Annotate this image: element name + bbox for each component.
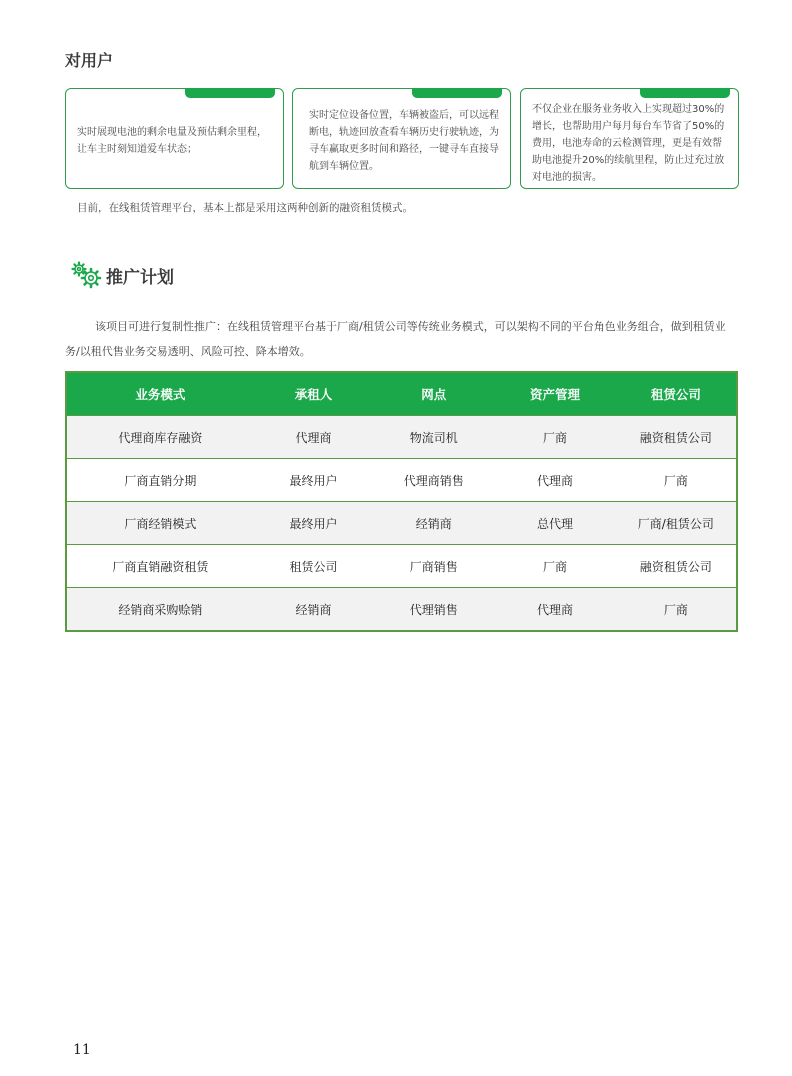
table-cell: 厂商 bbox=[616, 588, 737, 632]
business-model-table bbox=[65, 371, 738, 632]
table-cell: 总代理 bbox=[494, 502, 615, 545]
promo-intro: 该项目可进行复制性推广：在线租赁管理平台基于厂商/租赁公司等传统业务模式，可以架构不同的平台角色业务组合，做到租赁业务/以租代售业务交易透明、风险可控、降本增效。 bbox=[65, 320, 726, 358]
promo-heading bbox=[70, 260, 174, 290]
card-text: 实时定位设备位置，车辆被盗后，可以远程断电，轨迹回放查看车辆历史行驶轨迹，为寻车赢取更多时间和路径，一键寻车直接导航到车辆位置。 bbox=[309, 110, 499, 172]
table-cell: 物流司机 bbox=[373, 416, 494, 459]
table-cell: 融资租赁公司 bbox=[616, 545, 737, 588]
table-cell: 代理商销售 bbox=[373, 459, 494, 502]
card-text: 不仅企业在服务业务收入上实现超过30%的增长，也帮助用户每月每台车节省了50%的费用，电池寿命的云检测管理，更是有效帮助电池提升20%的续航里程，防止过充过放对电池的损害。 bbox=[532, 104, 725, 183]
table-cell: 融资租赁公司 bbox=[616, 416, 737, 459]
table-row bbox=[66, 588, 737, 632]
table-cell: 代理商 bbox=[254, 416, 373, 459]
table-cell: 代理销售 bbox=[373, 588, 494, 632]
table-cell: 经销商采购赊销 bbox=[66, 588, 254, 632]
table-row bbox=[66, 416, 737, 459]
section-title: 对用户 bbox=[65, 51, 114, 70]
header-leasing-company: 租赁公司 bbox=[616, 372, 737, 416]
gears-icon bbox=[70, 261, 102, 289]
table-cell: 厂商 bbox=[494, 416, 615, 459]
table-cell: 代理商 bbox=[494, 588, 615, 632]
table-cell: 厂商/租赁公司 bbox=[616, 502, 737, 545]
table-row bbox=[66, 459, 737, 502]
table-cell: 最终用户 bbox=[254, 502, 373, 545]
table-cell: 厂商直销融资租赁 bbox=[66, 545, 254, 588]
card-tab bbox=[185, 88, 275, 98]
table-cell: 租赁公司 bbox=[254, 545, 373, 588]
table-cell: 厂商 bbox=[494, 545, 615, 588]
table-cell: 厂商 bbox=[616, 459, 737, 502]
table-cell: 代理商 bbox=[494, 459, 615, 502]
table-cell: 厂商经销模式 bbox=[66, 502, 254, 545]
header-asset-management: 资产管理 bbox=[494, 372, 615, 416]
table-cell: 最终用户 bbox=[254, 459, 373, 502]
table-cell: 厂商销售 bbox=[373, 545, 494, 588]
table-cell: 经销商 bbox=[254, 588, 373, 632]
table-header-row bbox=[66, 372, 737, 416]
header-outlet: 网点 bbox=[373, 372, 494, 416]
header-business-model: 业务模式 bbox=[66, 372, 254, 416]
summary-note: 目前，在线租赁管理平台，基本上都是采用这两种创新的融资租赁模式。 bbox=[77, 202, 413, 214]
header-lessee: 承租人 bbox=[254, 372, 373, 416]
feature-card-revenue bbox=[520, 88, 739, 189]
card-tab bbox=[640, 88, 730, 98]
feature-card-battery bbox=[65, 88, 284, 189]
page-number: 11 bbox=[73, 1042, 91, 1058]
table-row bbox=[66, 545, 737, 588]
card-text: 实时展现电池的剩余电量及预估剩余里程，让车主时刻知道爱车状态； bbox=[77, 127, 267, 155]
table-cell: 厂商直销分期 bbox=[66, 459, 254, 502]
table-row bbox=[66, 502, 737, 545]
promo-title: 推广计划 bbox=[106, 267, 174, 288]
feature-card-location bbox=[292, 88, 511, 189]
table-cell: 代理商库存融资 bbox=[66, 416, 254, 459]
table-cell: 经销商 bbox=[373, 502, 494, 545]
card-tab bbox=[412, 88, 502, 98]
